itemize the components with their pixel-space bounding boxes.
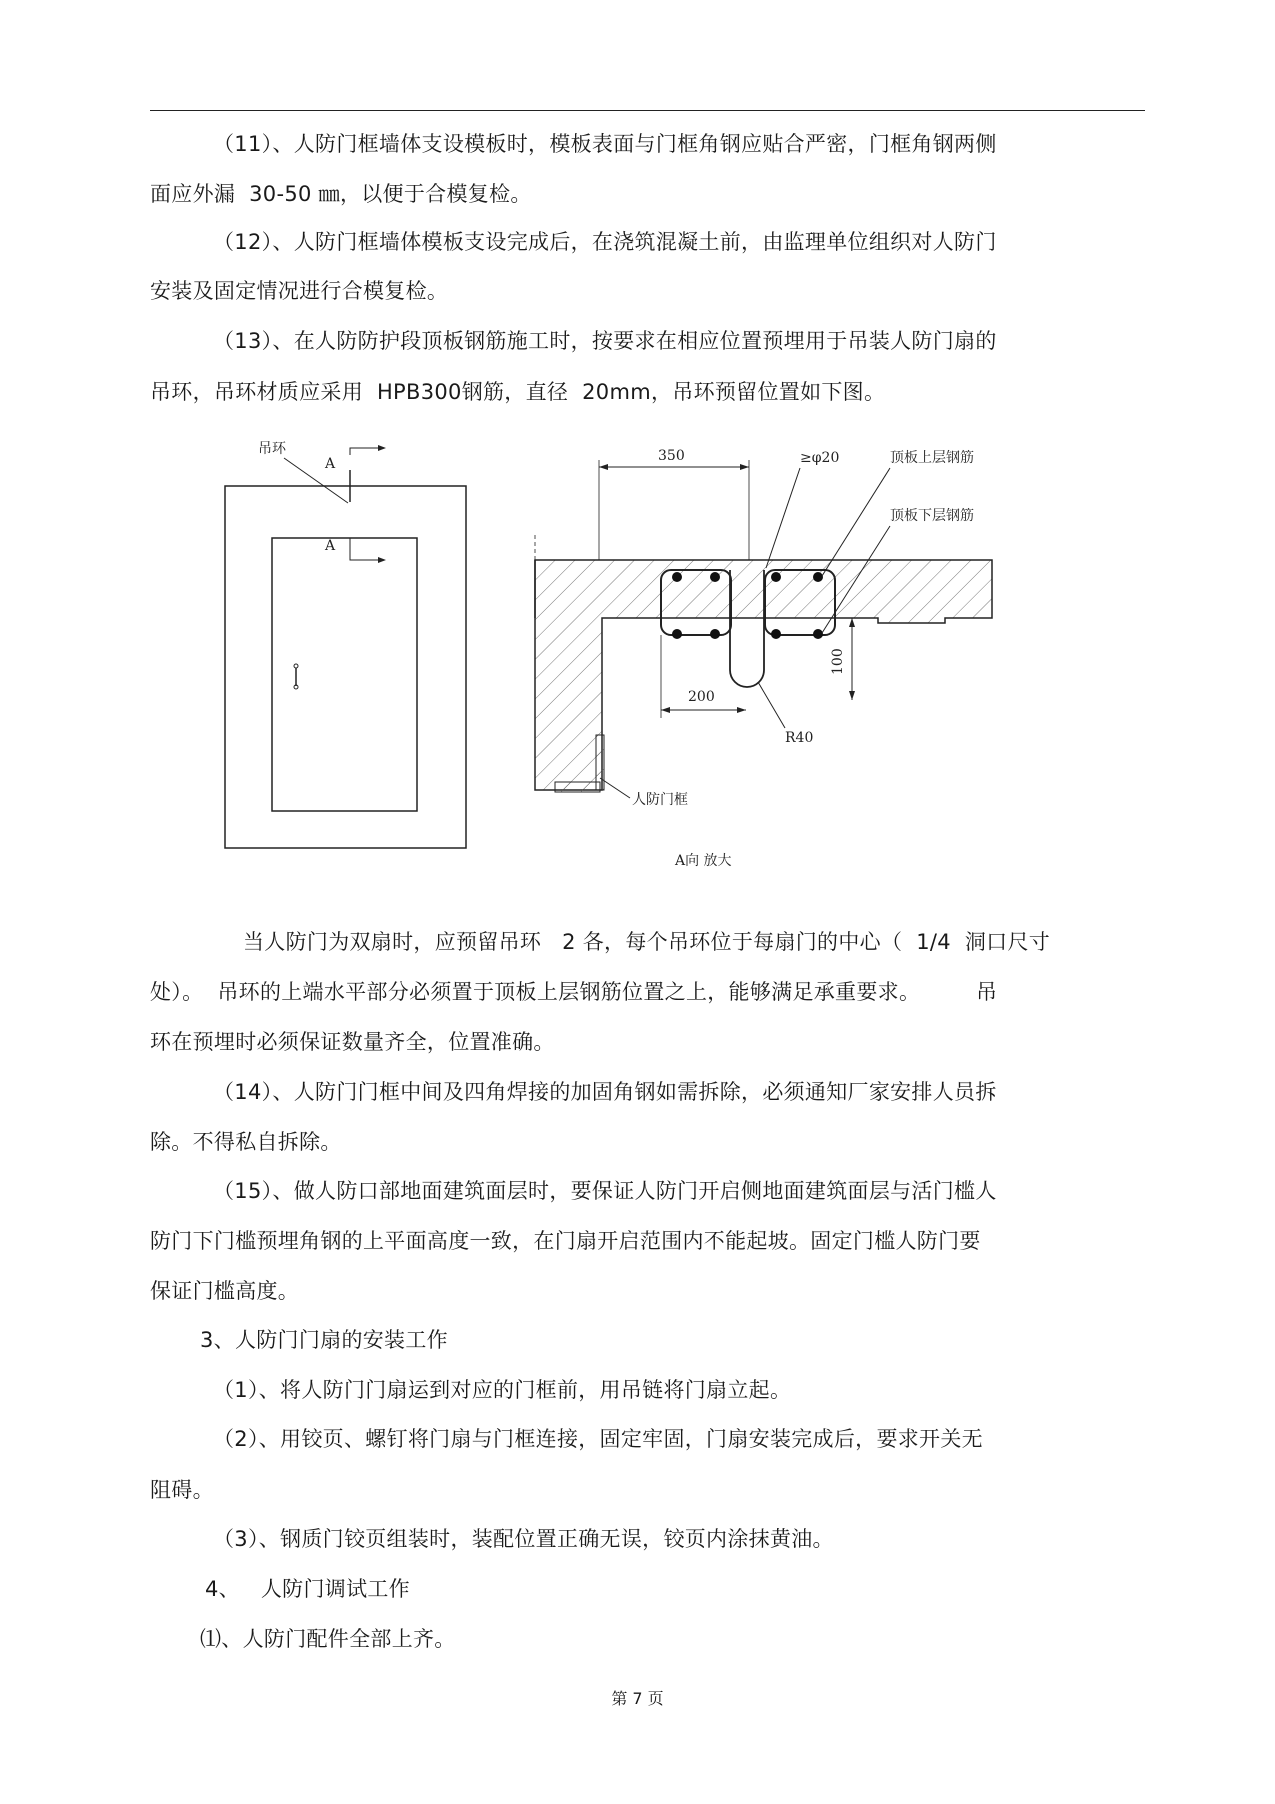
paragraph-line: 防门下门槛预埋角钢的上平面高度一致，在门扇开启范围内不能起坡。固定门槛人防门要 [150,1229,981,1253]
section-a-mid: A [325,538,336,554]
header-rule [150,110,1145,111]
door-opening-outline [225,486,466,848]
paragraph-line: （11）、人防门框墙体支设模板时，模板表面与门框角钢应贴合严密，门框角钢两侧 [213,132,997,156]
view-label: A向 放大 [675,853,732,869]
paragraph-line: 吊环，吊环材质应采用 HPB300钢筋，直径 20mm，吊环预留位置如下图。 [150,380,886,404]
dim-350: 350 [658,448,685,464]
paragraph-line: 当人防门为双扇时，应预留吊环 2 各，每个吊环位于每扇门的中心（ 1/4 洞口尺寸 [243,930,1051,954]
paragraph-line: 保证门槛高度。 [150,1279,300,1303]
dim-200: 200 [688,689,715,705]
section-a-top: A [325,456,336,472]
paragraph-line: （1）、将人防门门扇运到对应的门框前，用吊链将门扇立起。 [213,1378,792,1402]
radius-label: R40 [785,730,814,746]
page-number: 第 7 页 [611,1689,664,1708]
bottom-rebar-label: 顶板下层钢筋 [890,508,974,524]
paragraph-line: 面应外漏 30-50 ㎜，以便于合模复检。 [150,182,532,206]
section-heading: 3、人防门门扇的安装工作 [200,1328,448,1352]
paragraph-line: 安装及固定情况进行合模复检。 [150,279,449,303]
dim-100: 100 [830,648,846,675]
paragraph-line: 阻碍。 [150,1478,214,1502]
paragraph-line: （3）、钢质门铰页组装时，装配位置正确无误，铰页内涂抹黄油。 [213,1527,834,1551]
dim-phi20: ≥φ20 [800,450,840,466]
paragraph-line: 环在预埋时必须保证数量齐全，位置准确。 [150,1030,555,1054]
section-heading: 4、 人防门调试工作 [205,1577,410,1601]
frame-label: 人防门框 [632,792,688,808]
paragraph-line: （15）、做人防口部地面建筑面层时，要保证人防门开启侧地面建筑面层与活门槛人 [213,1179,997,1203]
paragraph-line: 除。不得私自拆除。 [150,1130,342,1154]
paragraph-line: （14）、人防门门框中间及四角焊接的加固角钢如需拆除，必须通知厂家安排人员拆 [213,1080,997,1104]
paragraph-line: ⑴、人防门配件全部上齐。 [200,1627,456,1651]
door-leaf-outline [272,538,417,811]
top-rebar-label: 顶板上层钢筋 [890,450,974,466]
paragraph-line: （13）、在人防防护段顶板钢筋施工时，按要求在相应位置预埋用于吊装人防门扇的 [213,329,997,353]
ring-label: 吊环 [258,441,286,457]
paragraph-line: 处）。 吊环的上端水平部分必须置于顶板上层钢筋位置之上，能够满足承重要求。 吊 [150,980,998,1004]
lifting-ring-diagram [200,420,1145,895]
paragraph-line: （2）、用铰页、螺钉将门扇与门框连接，固定牢固，门扇安装完成后，要求开关无 [213,1427,983,1451]
paragraph-line: （12）、人防门框墙体模板支设完成后，在浇筑混凝土前，由监理单位组织对人防门 [213,230,997,254]
